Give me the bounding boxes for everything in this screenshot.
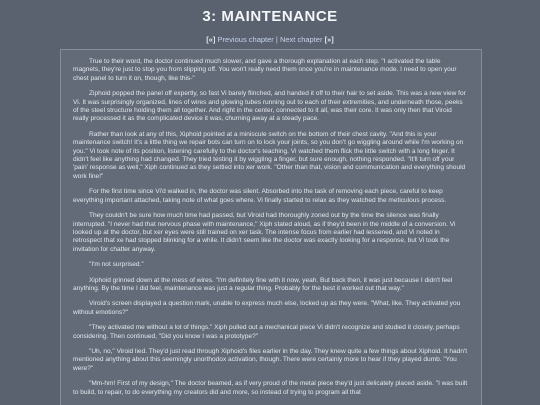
previous-chapter-link[interactable]: Previous chapter [217, 35, 274, 44]
story-paragraph: Viroid's screen displayed a question mark, unable to express much else, locked up as they were. "What, like. They activated you without emotions?" [73, 300, 461, 316]
story-paragraph: "They activated me without a lot of things." Xiph pulled out a mechanical piece Vi didn't recognize and studied it closely, perhaps considering. Then continued, "Did you know I was a prototype?" [73, 324, 460, 340]
story-paragraph: "Mm-hm! First of my design," The doctor beamed, as if very proud of the metal piece they'd just delicately placed aside. "I was built to build, to repair, to do everything my creators did and more, so instead of trying to program all that [73, 380, 468, 396]
story-paragraph: Xiphoid grinned down at the mess of wires. "I'm definitely fine with it now, yeah. But back then, it was just because I didn't feel anything. By the time I did feel, maintenance was just a regular thing. Probably for the best it worked out that way." [73, 276, 453, 292]
chapter-navigation [0, 35, 540, 44]
story-paragraph: True to their word, the doctor continued much slower, and gave a thorough explanation at each step. "I activated the table magnets, they're just to stop you from slipping off. You won't really need them once you're in maintenance mode. I need to open your chest panel to turn it on, though, like this-" [73, 58, 457, 82]
story-paragraph: They couldn't be sure how much time had passed, but Viroid had thoroughly zoned out by the time the silence was finally interrupted. "I never had that nervous phase with maintenance," Xiph stated aloud, as if they'd been in the middle of a conversion. Vi looked up at the doctor, but xer eyes were still trained on xer task. The intense focus from earlier had lessened, and Vi noted in retrospect that xe had stopped blinking for a while. It didn't seem like the doctor was exactly looking for a response, but Vi took the invitation for chatter anyway. [73, 212, 456, 253]
nav-separator: | [275, 35, 278, 44]
story-paragraph: Ziphoid popped the panel off expertly, so fast Vi barely flinched, and handed it off to their hair to set aside. This was a new view for Vi. It was surprisingly organized, lines of wires and glowing tubes running out to each of their extremities, and underneath those, peeks of the steel structure holding them all together. And right in the center, connected to it all, was their core. It was only then that Viroid really processed it as the complicated device it was, churning away at a steady pace. [73, 90, 466, 123]
previous-bracket: [«] [206, 35, 216, 44]
next-chapter-link[interactable]: Next chapter [279, 35, 323, 44]
story-text-box [60, 49, 482, 405]
next-bracket: [»] [324, 35, 334, 44]
story-paragraph: Rather than look at any of this, Xiphoid pointed at a miniscule switch on the bottom of their chest cavity. "And this is your maintenance switch! It's a little thing we repair bots can turn on to lock your joints, so you don't go wiggling around while I'm working on you." Vi took note of its position, listening carefully to the doctor's teaching. Vi watched them flick the little switch with a long finger. It didn't feel like anything had changed. They tried testing it by wiggling a finger, but sure enough, nothing responded. "It'll turn off your 'pain' response as well," Xiph continued as they settled into xer work. "Other than that, vision and communication and everything should work fine!" [73, 130, 466, 180]
chapter-title: 3: MAINTENANCE [202, 8, 338, 25]
story-paragraph: "Uh, no," Viroid lied. They'd just read through Xiphoid's files earlier in the day. They knew quite a few things about Xiphoid. It hadn't mentioned anything about this seemingly unorthodox activation, though. There were certainly more to hear if they played dumb. "You were?" [73, 347, 468, 372]
story-paragraph: For the first time since Vi'd walked in, the doctor was silent. Absorbed into the task of removing each piece, careful to keep everything important attached, taking note of what goes where. Vi finally started to relax as they watched the meticulous process. [73, 188, 447, 204]
story-paragraph: "I'm not surprised." [89, 261, 144, 269]
